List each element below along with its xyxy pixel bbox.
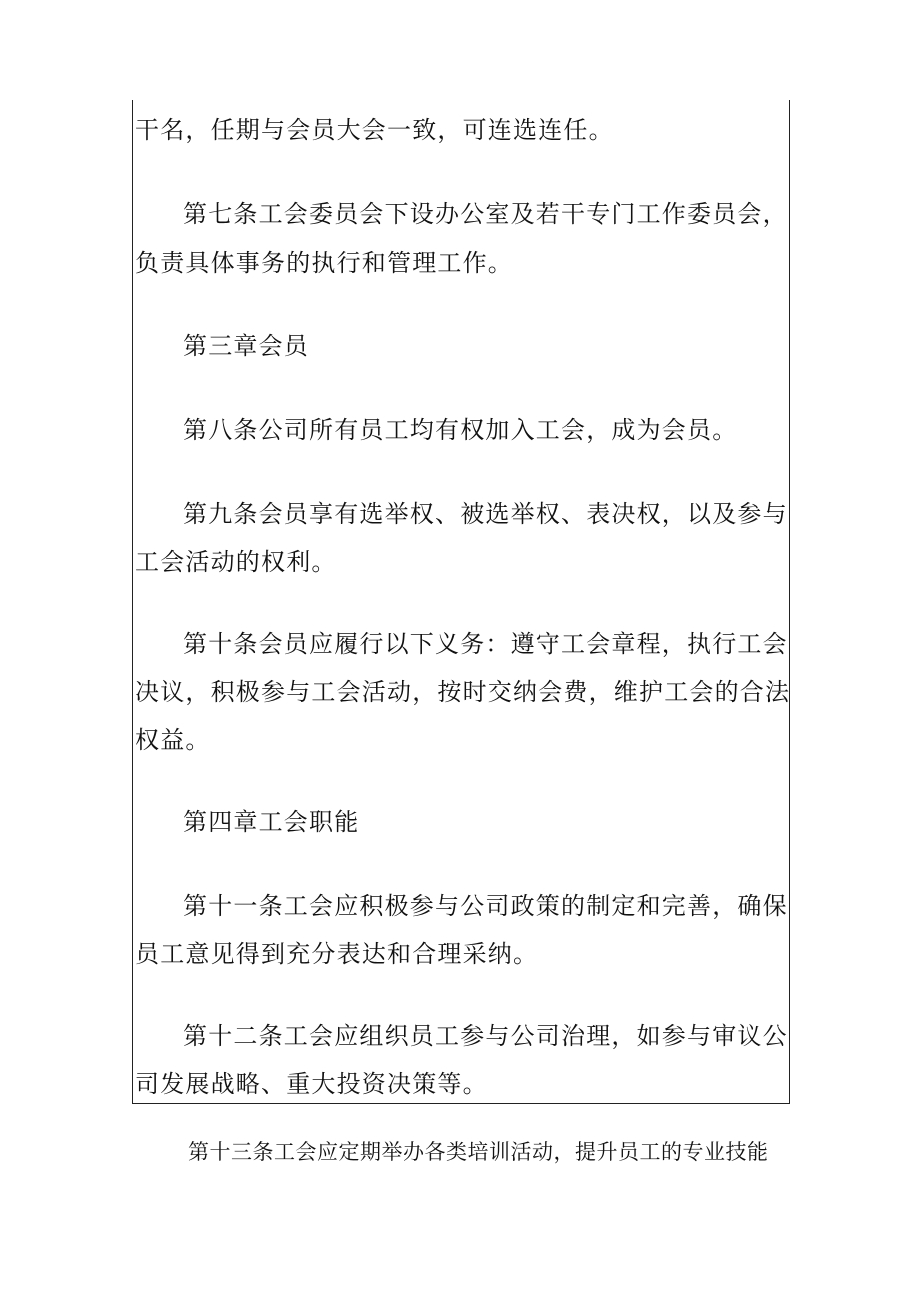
article-13-text: 第十三条工会应定期举办各类培训活动，提升员工的专业技能: [188, 1140, 769, 1164]
article-8: 第八条公司所有员工均有权加入工会，成为会员。: [183, 416, 738, 444]
article-10-line-1: 第十条会员应履行以下义务：遵守工会章程，执行工会: [183, 630, 788, 658]
article-9-line-1: 第九条会员享有选举权、被选举权、表决权，以及参与: [183, 500, 788, 528]
article-9-line-2: 工会活动的权利。: [135, 548, 337, 576]
article-12-line-1: 第十二条工会应组织员工参与公司治理，如参与审议公: [183, 1022, 788, 1050]
article-11-line-1: 第十一条工会应积极参与公司政策的制定和完善，确保: [183, 892, 788, 920]
article-10-line-2: 决议，积极参与工会活动，按时交纳会费，维护工会的合法: [135, 678, 791, 706]
article-12-line-2: 司发展战略、重大投资决策等。: [135, 1070, 488, 1098]
chapter-4-heading: 第四章工会职能: [183, 808, 360, 836]
article-7-line-2: 负责具体事务的执行和管理工作。: [135, 249, 513, 277]
article-11-line-2: 员工意见得到充分表达和合理采纳。: [135, 940, 539, 968]
article-7-line-1: 第七条工会委员会下设办公室及若干专门工作委员会，: [183, 200, 788, 228]
paragraph-line: 干名，任期与会员大会一致，可连选连任。: [135, 116, 614, 144]
article-10-line-3: 权益。: [135, 726, 211, 754]
chapter-3-heading: 第三章会员: [183, 332, 309, 360]
